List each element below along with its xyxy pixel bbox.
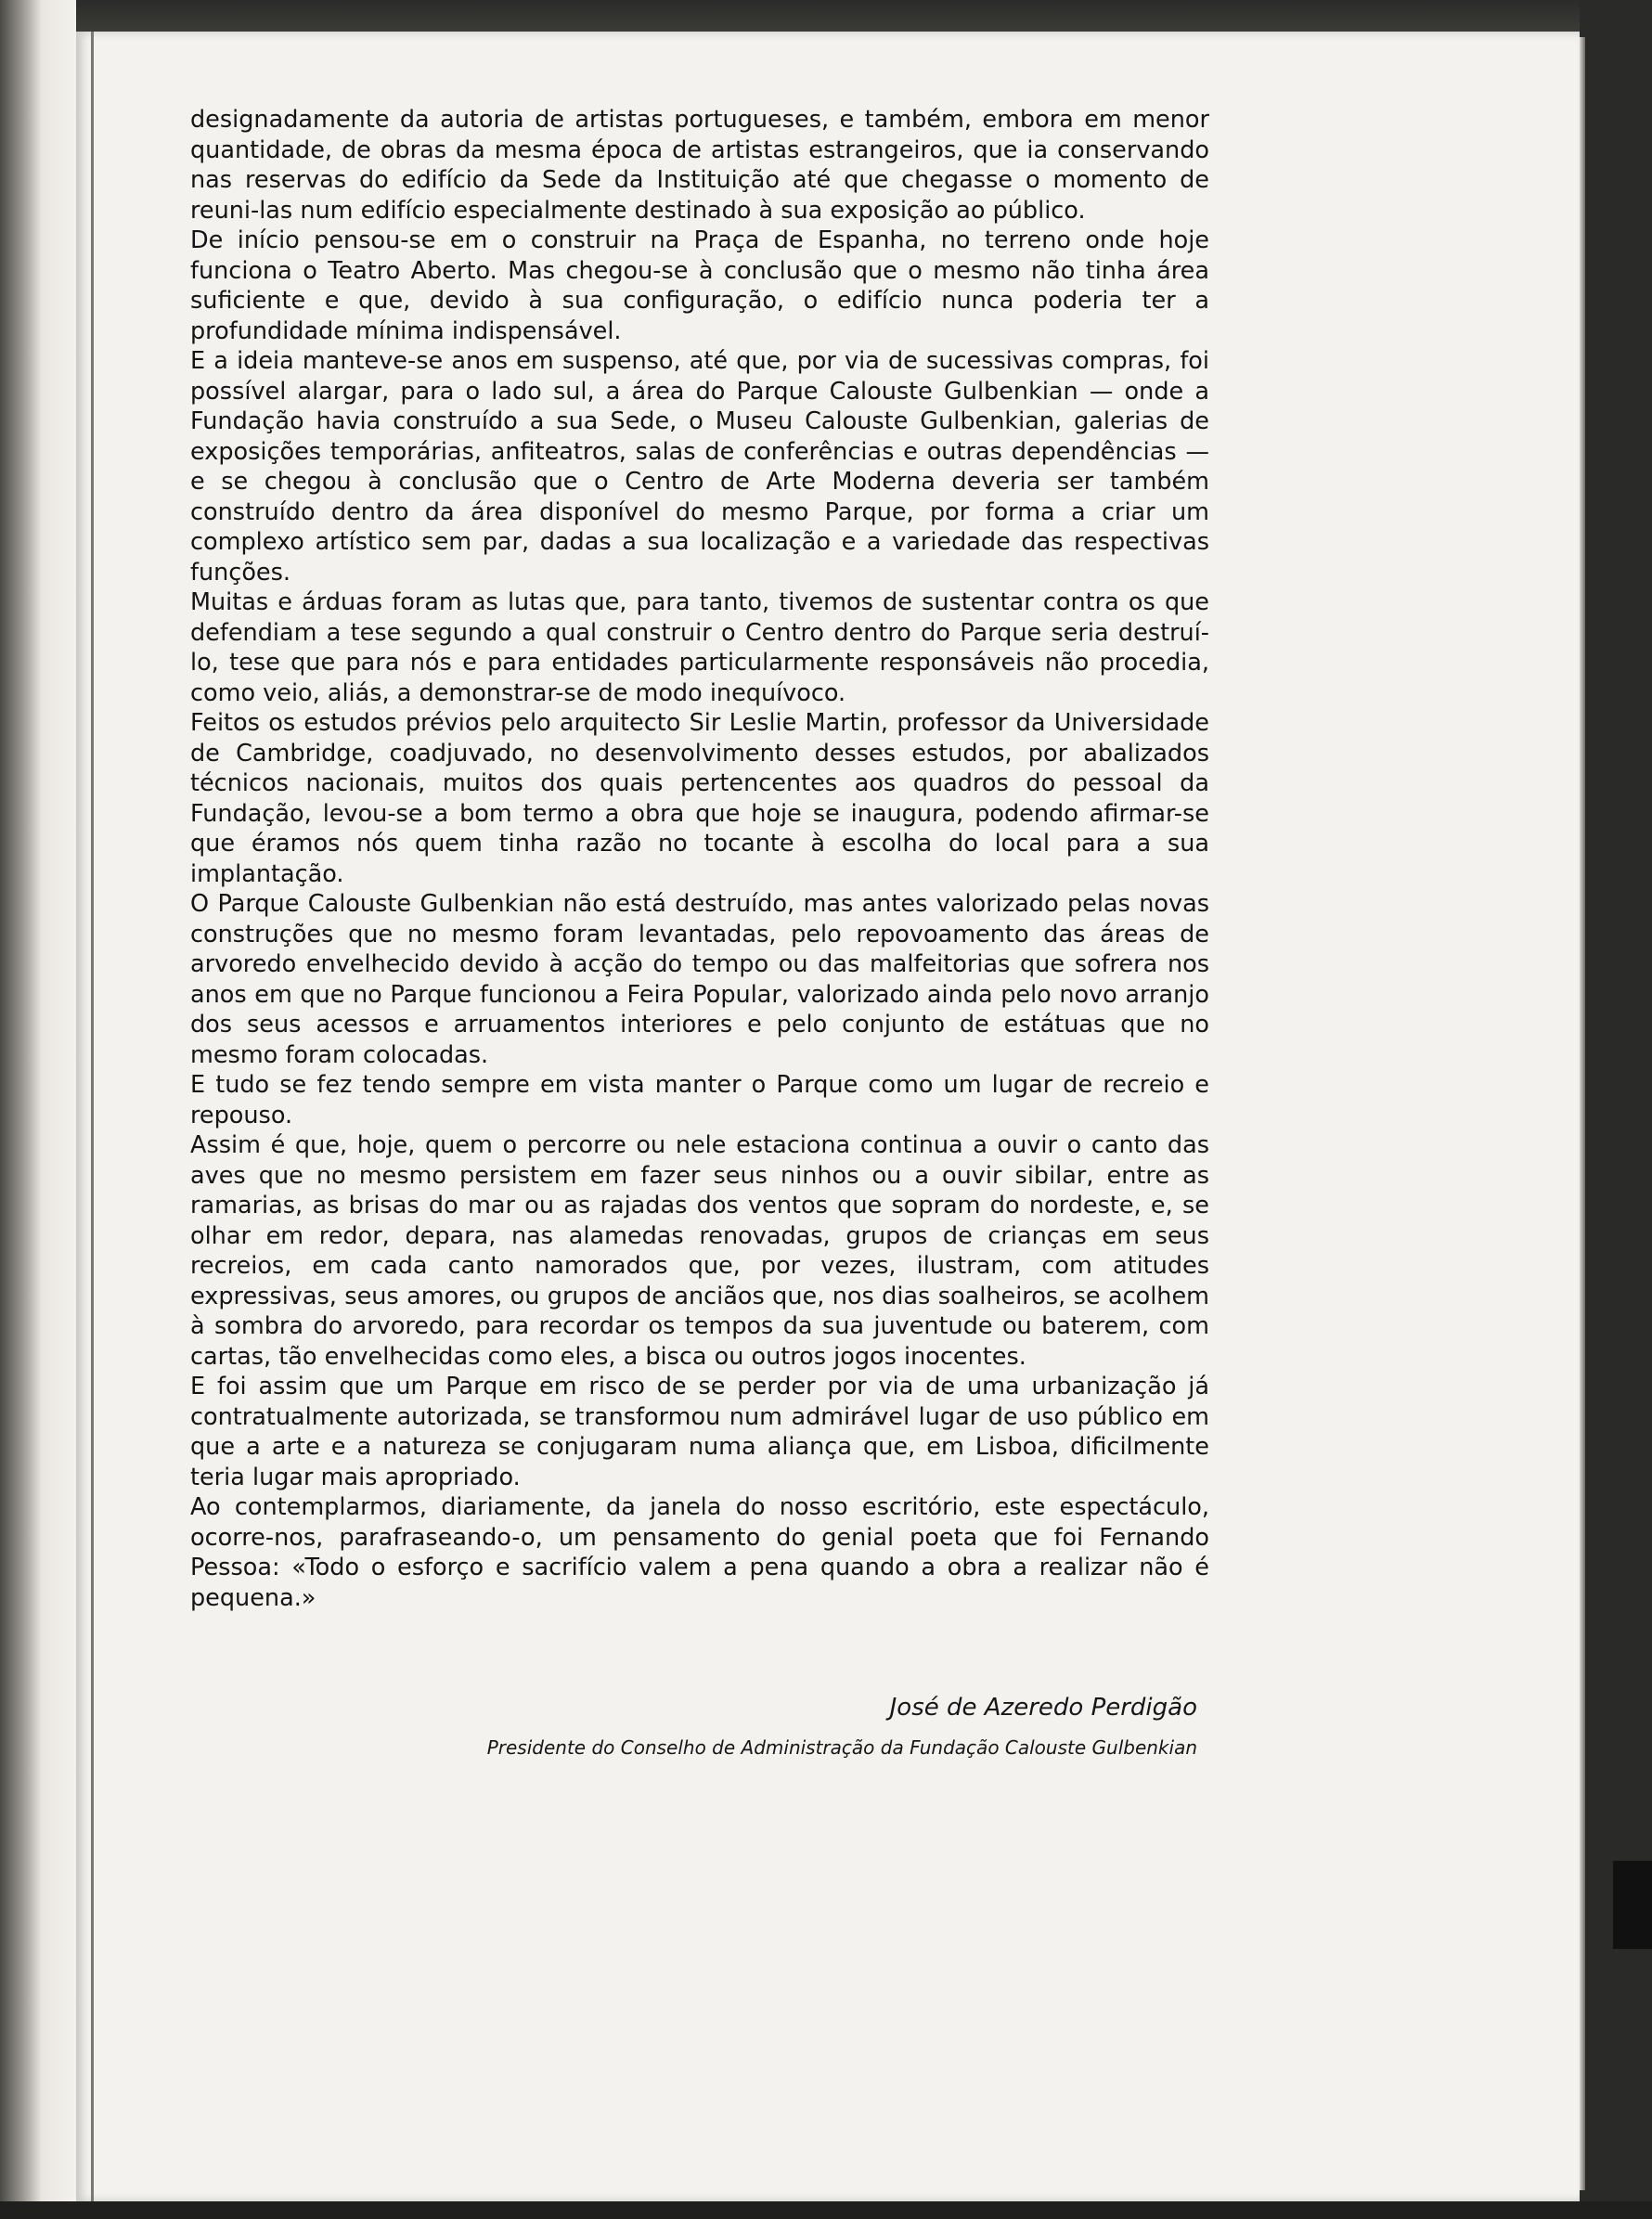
paragraph: De início pensou-se em o construir na Praça de Espanha, no terreno onde hoje funciona o Teatro Aberto. Mas chegou-se à conclusão que o mesmo não tinha área suficiente e que, devido à sua configuração, o edifício nunca poderia ter a profundidade mínima indispensável. (190, 226, 1209, 345)
paragraph: designadamente da autoria de artistas portugueses, e também, embora em menor quantidade, de obras da mesma época de artistas estrangeiros, que ia conservando nas reservas do edifício da Sede da Instituição até que chegasse o momento de reuni-las num edifício especialmente destinado à sua exposição ao público. (190, 106, 1209, 225)
paragraph: Feitos os estudos prévios pelo arquitecto Sir Leslie Martin, professor da Universidade de Cambridge, coadjuvado, no desenvolvimento desses estudos, por abalizados técnicos nacionais, muitos dos quais pertencentes aos quadros do pessoal da Fundação, levou-se a bom termo a obra que hoje se inaugura, podendo afirmar-se que éramos nós quem tinha razão no tocante à escolha do local para a sua implantação. (190, 709, 1209, 888)
left-page-edge (0, 0, 76, 2219)
page-tab-mark (1613, 1861, 1652, 1949)
page-stack-edge (1580, 37, 1585, 2190)
paragraph: E foi assim que um Parque em risco de se perder por via de uma urbanização já contratualmente autorizada, se transformou num admirável lugar de uso público em que a arte e a natureza se conjugaram numa aliança que, em Lisboa, dificilmente teria lugar mais apropriado. (190, 1373, 1209, 1491)
page-gutter-line (91, 32, 94, 2201)
paragraph: Muitas e árduas foram as lutas que, para tanto, tivemos de sustentar contra os que defendiam a tese segundo a qual construir o Centro dentro do Parque seria destruí-lo, tese que para nós e para entidades particularmente responsáveis não procedia, como veio, aliás, a demonstrar-se de modo inequívoco. (190, 588, 1209, 707)
signature-name: José de Azeredo Perdigão (889, 1694, 1197, 1722)
paragraph: Assim é que, hoje, quem o percorre ou nele estaciona continua a ouvir o canto das aves que no mesmo persistem em fazer seus ninhos ou a ouvir sibilar, entre as ramarias, as brisas do mar ou as rajadas dos ventos que sopram do nordeste, e, se olhar em redor, depara, nas alamedas renovadas, grupos de crianças em seus recreios, em cada canto namorados que, por vezes, ilustram, com atitudes expressivas, seus amores, ou grupos de anciãos que, nos dias soalheiros, se acolhem à sombra do arvoredo, para recordar os tempos da sua juventude ou baterem, com cartas, tão envelhecidas como eles, a bisca ou outros jogos inocentes. (190, 1131, 1209, 1371)
paragraph: O Parque Calouste Gulbenkian não está destruído, mas antes valorizado pelas novas construções que no mesmo foram levantadas, pelo repovoamento das áreas de arvoredo envelhecido devido à acção do tempo ou das malfeitorias que sofrera nos anos em que no Parque funcionou a Feira Popular, valorizado ainda pelo novo arranjo dos seus acessos e arruamentos interiores e pelo conjunto de estátuas que no mesmo foram colocadas. (190, 890, 1209, 1069)
scan-background-top (0, 0, 1652, 33)
paragraph: Ao contemplarmos, diariamente, da janela do nosso escritório, este espectáculo, ocorre-nos, parafraseando-o, um pensamento do genial poeta que foi Fernando Pessoa: «Todo o esforço e sacrifício valem a pena quando a obra a realizar não é pequena.» (190, 1493, 1209, 1612)
paragraph: E tudo se fez tendo sempre em vista manter o Parque como um lugar de recreio e repouso. (190, 1071, 1209, 1129)
signature-role: Presidente do Conselho de Administração da Fundação Calouste Gulbenkian (486, 1736, 1197, 1759)
paragraph: E a ideia manteve-se anos em suspenso, até que, por via de sucessivas compras, foi possível alargar, para o lado sul, a área do Parque Calouste Gulbenkian — onde a Fundação havia construído a sua Sede, o Museu Calouste Gulbenkian, galerias de exposições temporárias, anfiteatros, salas de conferências e outras dependências — e se chegou à conclusão que o Centro de Arte Moderna deveria ser também construído dentro da área disponível do mesmo Parque, por forma a criar um complexo artístico sem par, dadas a sua localização e a variedade das respectivas funções. (190, 347, 1209, 587)
body-text (190, 105, 1209, 1613)
scan-background-bottom (0, 2201, 1652, 2219)
